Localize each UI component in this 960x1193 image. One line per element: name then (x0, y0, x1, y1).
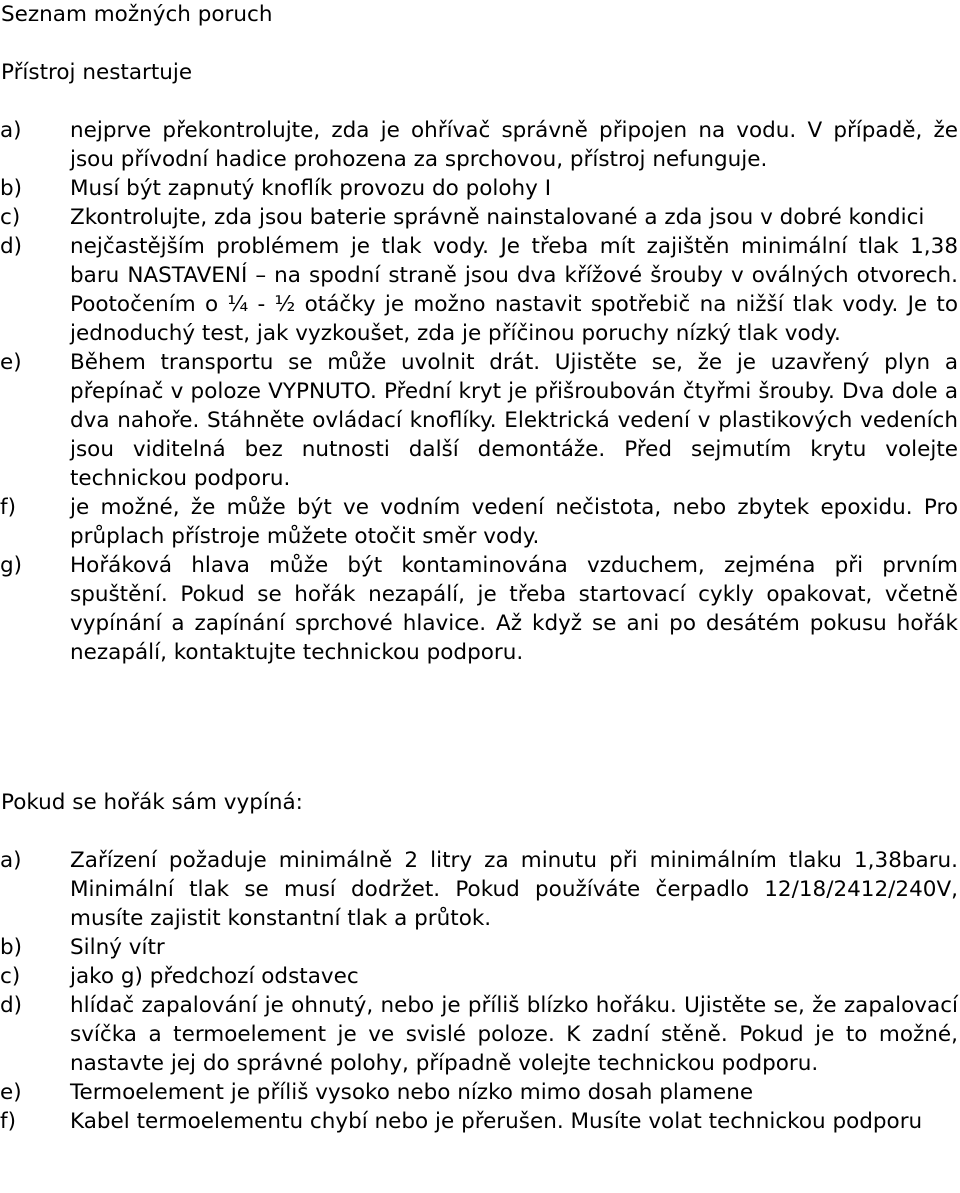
list-item-marker: c) (0, 964, 21, 989)
list-item-text: je možné, že může být ve vodním vedení nečistota, nebo zbytek epoxidu. Pro průplach přístroje můžete otočit směr vody. (70, 495, 958, 549)
list-item (0, 203, 958, 232)
section-heading-device-does-not-start: Přístroj nestartuje (1, 60, 193, 85)
list-item-marker: c) (0, 205, 21, 230)
fault-list-burner-shuts-off (0, 846, 958, 1136)
list-item-marker: e) (0, 1080, 22, 1105)
list-item (0, 493, 958, 551)
list-item-marker: a) (0, 118, 22, 143)
list-item-text: Musí být zapnutý knoflík provozu do polohy I (70, 176, 552, 201)
list-item (0, 846, 958, 933)
list-item-text: Během transportu se může uvolnit drát. Ujistěte se, že je uzavřený plyn a přepínač v poloze VYPNUTO. Přední kryt je přišroubován čtyřmi šrouby. Dva dole a dva nahoře. Stáhněte ovládací knoflíky. Elektrická vedení v plastikových vedeních jsou viditelná bez nutnosti další demontáže. Před sejmutím krytu volejte technickou podporu. (70, 350, 958, 491)
list-item-marker: f) (0, 495, 16, 520)
list-item-marker: f) (0, 1109, 16, 1134)
list-item-marker: d) (0, 993, 23, 1018)
list-item-marker: e) (0, 350, 22, 375)
list-item (0, 962, 958, 991)
list-item (0, 551, 958, 667)
list-item-text: Hořáková hlava může být kontaminována vzduchem, zejména při prvním spuštění. Pokud se hořák nezapálí, je třeba startovací cykly opakovat, včetně vypínání a zapínání sprchové hlavice. Až když se ani po desátém pokusu hořák nezapálí, kontaktujte technickou podporu. (70, 553, 958, 665)
list-item (0, 991, 958, 1078)
list-item-text: Kabel termoelementu chybí nebo je přerušen. Musíte volat technickou podporu (70, 1109, 923, 1134)
list-item (0, 232, 958, 348)
fault-list-device-does-not-start (0, 116, 958, 667)
list-item-text: nejprve překontrolujte, zda je ohřívač správně připojen na vodu. V případě, že jsou přívodní hadice prohozena za sprchovou, přístroj nefunguje. (70, 118, 958, 172)
list-item (0, 174, 958, 203)
list-item-text: hlídač zapalování je ohnutý, nebo je příliš blízko hořáku. Ujistěte se, že zapalovací svíčka a termoelement je ve svislé poloze. K zadní stěně. Pokud je to možné, nastavte jej do správné polohy, případně volejte technickou podporu. (70, 993, 958, 1076)
list-item-text: nejčastějším problémem je tlak vody. Je třeba mít zajištěn minimální tlak 1,38 baru NASTAVENÍ – na spodní straně jsou dva křížové šrouby v oválných otvorech. Pootočením o ¼ - ½ otáčky je možno nastavit spotřebič na nižší tlak vody. Je to jednoduchý test, jak vyzkoušet, zda je příčinou poruchy nízký tlak vody. (70, 234, 958, 346)
list-item-text: Termoelement je příliš vysoko nebo nízko mimo dosah plamene (70, 1080, 754, 1105)
list-item (0, 1078, 958, 1107)
list-item-text: jako g) předchozí odstavec (70, 964, 359, 989)
list-item-marker: g) (0, 553, 23, 578)
list-item (0, 1107, 958, 1136)
list-item-marker: a) (0, 848, 22, 873)
list-item (0, 933, 958, 962)
list-item-text: Silný vítr (70, 935, 165, 960)
list-item-marker: d) (0, 234, 23, 259)
list-item-text: Zařízení požaduje minimálně 2 litry za minutu při minimálním tlaku 1,38baru. Minimální tlak se musí dodržet. Pokud používáte čerpadlo 12/18/2412/240V, musíte zajistit konstantní tlak a průtok. (70, 848, 958, 931)
section-heading-burner-shuts-off: Pokud se hořák sám vypíná: (1, 790, 303, 815)
list-item-marker: b) (0, 176, 23, 201)
document-title: Seznam možných poruch (1, 2, 273, 27)
list-item-marker: b) (0, 935, 23, 960)
list-item-text: Zkontrolujte, zda jsou baterie správně nainstalované a zda jsou v dobré kondici (70, 205, 925, 230)
list-item (0, 348, 958, 493)
list-item (0, 116, 958, 174)
